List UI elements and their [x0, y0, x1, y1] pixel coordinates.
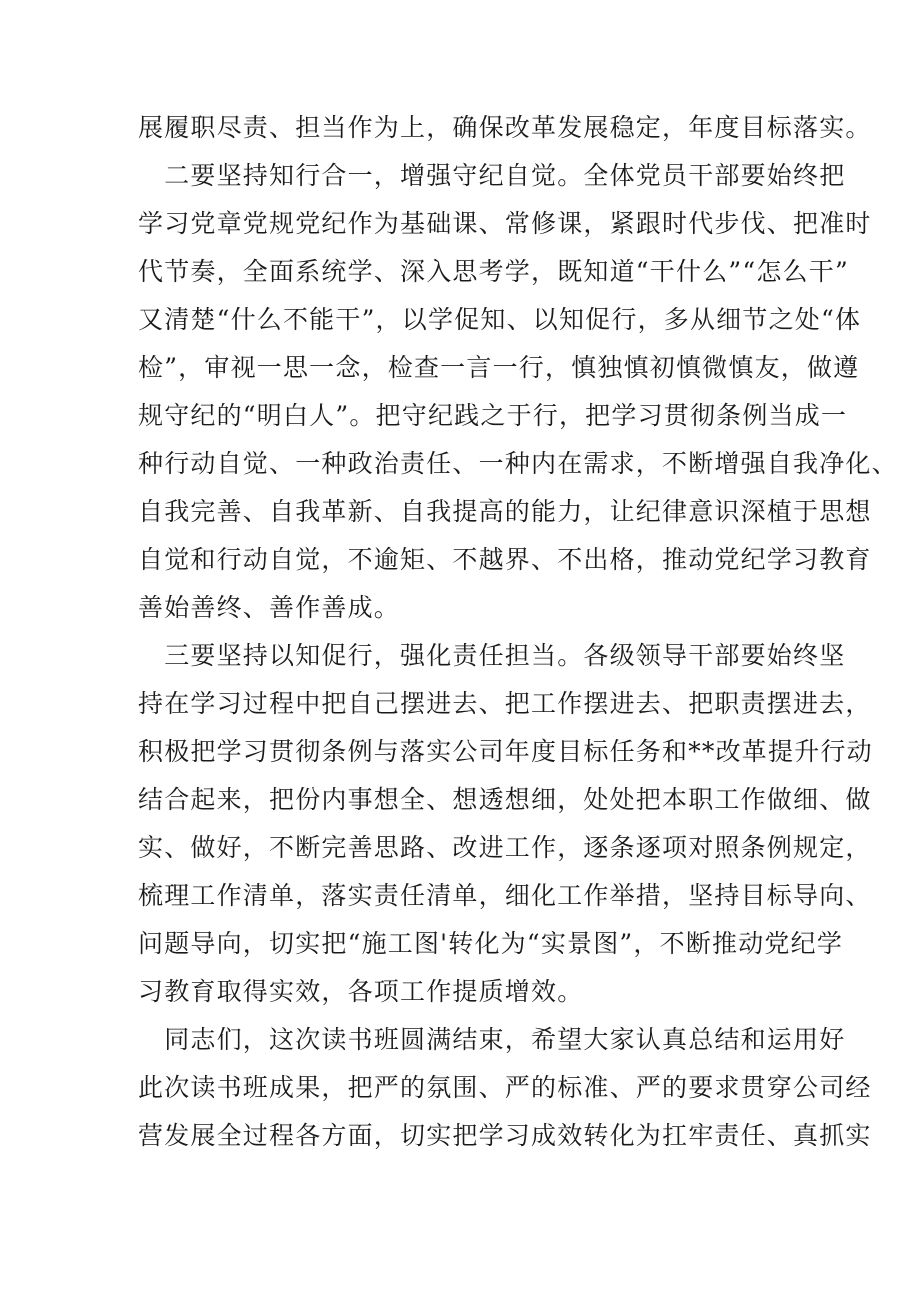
text-line: 二要坚持知行合一，增强守纪自觉。全体党员干部要始终把 — [138, 161, 846, 190]
text-line: 三要坚持以知促行，强化责任担当。各级领导干部要始终坚 — [138, 641, 846, 670]
text-line: 善始善终、善作善成。 — [138, 593, 401, 622]
text-line: 积极把学习贯彻条例与落实公司年度目标任务和**改革提升行动 — [138, 737, 873, 766]
text-line: 代节奏，全面系统学、深入思考学，既知道“干什么”“怎么干” — [138, 257, 849, 286]
text-line: 同志们，这次读书班圆满结束，希望大家认真总结和运用好 — [138, 1025, 846, 1054]
text-line: 问题导向，切实把“施工图'转化为“实景图”，不断推动党纪学 — [138, 929, 844, 958]
text-line: 梳理工作清单，落实责任清单，细化工作举措，坚持目标导向、 — [138, 881, 872, 910]
text-line: 此次读书班成果，把严的氛围、严的标准、严的要求贯穿公司经 — [138, 1073, 872, 1102]
text-line: 自我完善、自我革新、自我提高的能力，让纪律意识深植于思想 — [138, 497, 872, 526]
text-line: 学习党章党规党纪作为基础课、常修课，紧跟时代步伐、把准时 — [138, 209, 872, 238]
text-line: 展履职尽责、担当作为上，确保改革发展稳定，年度目标落实。 — [138, 113, 872, 142]
body-text — [138, 104, 898, 1160]
text-line: 营发展全过程各方面，切实把学习成效转化为扛牢责任、真抓实 — [138, 1121, 872, 1150]
text-line: 检”，审视一思一念，检查一言一行，慎独慎初慎微慎友，做遵 — [138, 353, 860, 382]
text-line: 实、做好，不断完善思路、改进工作，逐条逐项对照条例规定， — [138, 833, 872, 862]
text-line: 规守纪的“明白人”。把守纪践之于行，把学习贯彻条例当成一 — [138, 401, 848, 430]
text-line: 习教育取得实效，各项工作提质增效。 — [138, 977, 584, 1006]
text-line: 种行动自觉、一种政治责任、一种内在需求，不断增强自我净化、 — [138, 449, 898, 478]
text-line: 自觉和行动自觉，不逾矩、不越界、不出格，推动党纪学习教育 — [138, 545, 872, 574]
text-line: 持在学习过程中把自己摆进去、把工作摆进去、把职责摆进去， — [138, 689, 872, 718]
text-line: 又清楚“什么不能干”，以学促知、以知促行，多从细节之处“体 — [138, 305, 862, 334]
text-line: 结合起来，把份内事想全、想透想细，处处把本职工作做细、做 — [138, 785, 872, 814]
